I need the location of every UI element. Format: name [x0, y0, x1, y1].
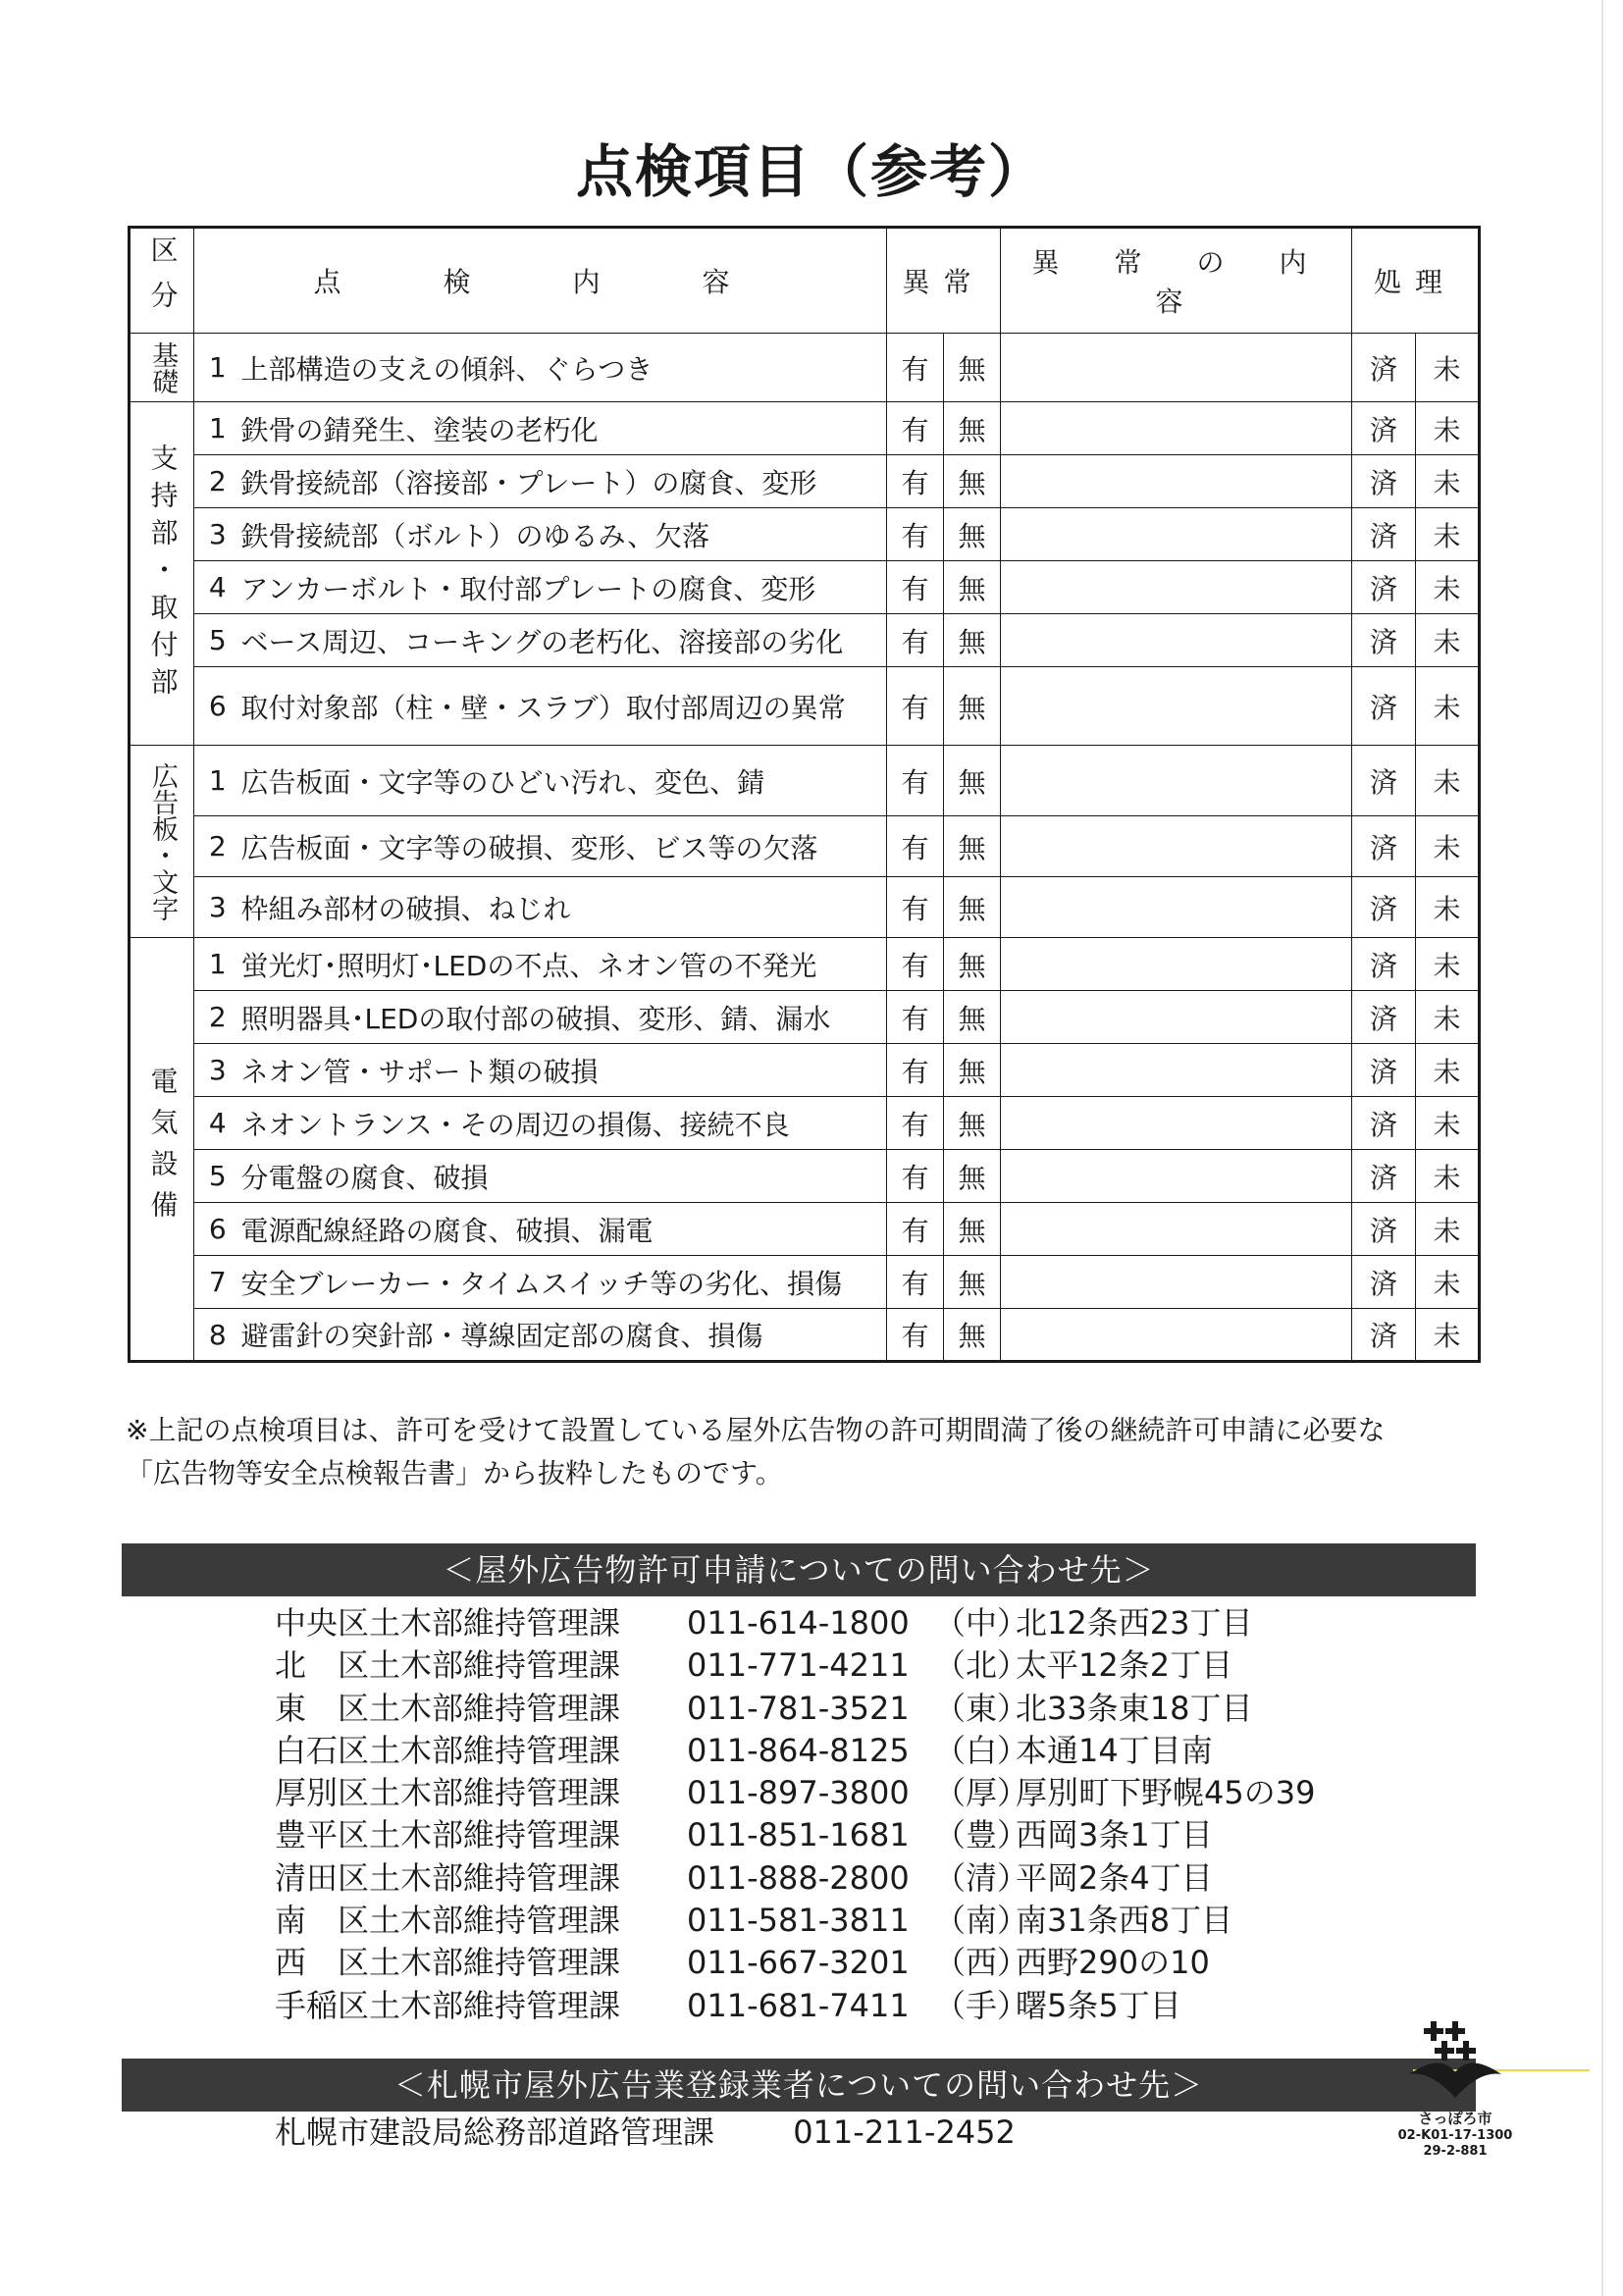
mark-yes: 有: [887, 938, 944, 991]
category-label: 支持部・取付部: [130, 402, 194, 746]
abnormal-detail-cell: [1001, 561, 1352, 614]
page-edge-line: [1601, 0, 1603, 2296]
road-dept-tel: 011-211-2452: [793, 2113, 1016, 2151]
item-text: ネオン管・サポート類の破損: [241, 1044, 887, 1097]
item-text: 照明器具･LEDの取付部の破損、変形、錆、漏水: [241, 991, 887, 1044]
process-undone: 未: [1416, 455, 1480, 508]
item-number: 7: [194, 1256, 241, 1309]
page-title: 点検項目（参考）: [575, 138, 1047, 205]
table-row: [130, 746, 1480, 816]
logo-number: 29-2-881: [1423, 2144, 1488, 2159]
process-undone: 未: [1416, 1097, 1480, 1150]
contact-row: [275, 1730, 1354, 1772]
contact-tel: 011-771-4211: [687, 1646, 910, 1685]
contact-ward-abbr: （東）: [934, 1689, 1029, 1727]
header-category: 区分: [130, 228, 194, 334]
contact-dept-name: 南 区土木部維持管理課: [275, 1902, 621, 1940]
sapporo-emblem-icon: [1401, 2013, 1509, 2104]
contact-dept-name: 清田区土木部維持管理課: [275, 1858, 621, 1897]
item-text: 鉄骨接続部（溶接部・プレート）の腐食、変形: [241, 455, 887, 508]
contact-dept-name: 白石区土木部維持管理課: [275, 1731, 621, 1769]
mark-no: 無: [944, 614, 1001, 667]
table-header-row: [130, 228, 1480, 334]
table-row: [130, 991, 1480, 1044]
inspection-table: [128, 226, 1481, 1363]
contact-address: 南31条西8丁目: [1016, 1902, 1233, 1940]
contact-dept-name: 厚別区土木部維持管理課: [275, 1774, 621, 1812]
inquiry-registered-header: ＜札幌市屋外広告業登録業者についての問い合わせ先＞: [122, 2059, 1476, 2112]
logo-name: さっぽろ市: [1418, 2110, 1492, 2127]
table-row: [130, 938, 1480, 991]
process-undone: 未: [1416, 816, 1480, 877]
contact-row: [275, 1772, 1354, 1814]
mark-yes: 有: [887, 991, 944, 1044]
abnormal-detail-cell: [1001, 1097, 1352, 1150]
process-done: 済: [1352, 1309, 1416, 1362]
table-row: [130, 1097, 1480, 1150]
item-number: 5: [194, 1150, 241, 1203]
item-text: 避雷針の突針部・導線固定部の腐食、損傷: [241, 1309, 887, 1362]
item-text: 鉄骨の錆発生、塗装の老朽化: [241, 402, 887, 455]
table-row: [130, 1203, 1480, 1256]
mark-no: 無: [944, 1309, 1001, 1362]
contact-ward-abbr: （手）: [934, 1986, 1029, 2024]
item-number: 1: [194, 334, 241, 402]
item-number: 6: [194, 667, 241, 746]
item-number: 2: [194, 816, 241, 877]
item-text: 分電盤の腐食、破損: [241, 1150, 887, 1203]
table-row: [130, 561, 1480, 614]
mark-no: 無: [944, 334, 1001, 402]
item-text: 広告板面・文字等の破損、変形、ビス等の欠落: [241, 816, 887, 877]
item-number: 3: [194, 508, 241, 561]
abnormal-detail-cell: [1001, 614, 1352, 667]
mark-no: 無: [944, 1044, 1001, 1097]
item-number: 1: [194, 938, 241, 991]
table-row: [130, 877, 1480, 938]
mark-no: 無: [944, 402, 1001, 455]
contact-row: [275, 1942, 1354, 1984]
process-undone: 未: [1416, 614, 1480, 667]
contact-address: 西野290の10: [1016, 1944, 1210, 1982]
contact-address: 北33条東18丁目: [1016, 1689, 1253, 1727]
contact-row: [275, 1900, 1354, 1942]
abnormal-detail-cell: [1001, 455, 1352, 508]
process-done: 済: [1352, 1150, 1416, 1203]
mark-yes: 有: [887, 877, 944, 938]
item-number: 5: [194, 614, 241, 667]
road-management-contact: [275, 2108, 1016, 2153]
category-label: 広告板・文字: [130, 746, 194, 938]
item-text: 取付対象部（柱・壁・スラブ）取付部周辺の異常: [241, 667, 887, 746]
contact-ward-abbr: （南）: [934, 1902, 1029, 1940]
abnormal-detail-cell: [1001, 1309, 1352, 1362]
contact-tel: 011-581-3811: [687, 1902, 910, 1940]
mark-yes: 有: [887, 455, 944, 508]
item-text: 上部構造の支えの傾斜、ぐらつき: [241, 334, 887, 402]
mark-yes: 有: [887, 1256, 944, 1309]
contact-ward-abbr: （清）: [934, 1858, 1029, 1897]
contact-tel: 011-667-3201: [687, 1944, 910, 1982]
process-done: 済: [1352, 991, 1416, 1044]
item-text: 電源配線経路の腐食、破損、漏電: [241, 1203, 887, 1256]
contact-ward-abbr: （北）: [934, 1646, 1029, 1685]
contact-dept-name: 北 区土木部維持管理課: [275, 1646, 621, 1685]
logo-code: 02-K01-17-1300: [1397, 2128, 1513, 2143]
contact-row: [275, 1814, 1354, 1856]
mark-yes: 有: [887, 816, 944, 877]
header-abnormal: 異常: [887, 228, 1001, 334]
abnormal-detail-cell: [1001, 991, 1352, 1044]
category-label: 基礎: [130, 334, 194, 402]
contact-tel: 011-897-3800: [687, 1774, 910, 1812]
process-done: 済: [1352, 1203, 1416, 1256]
process-undone: 未: [1416, 746, 1480, 816]
mark-no: 無: [944, 1150, 1001, 1203]
contact-dept-name: 豊平区土木部維持管理課: [275, 1816, 621, 1854]
process-undone: 未: [1416, 938, 1480, 991]
header-process: 処理: [1352, 228, 1480, 334]
contact-tel: 011-681-7411: [687, 1986, 910, 2024]
item-number: 3: [194, 1044, 241, 1097]
mark-yes: 有: [887, 667, 944, 746]
process-done: 済: [1352, 746, 1416, 816]
mark-no: 無: [944, 561, 1001, 614]
contact-row: [275, 1688, 1354, 1730]
item-number: 8: [194, 1309, 241, 1362]
contact-ward-abbr: （白）: [934, 1731, 1029, 1769]
contact-ward-abbr: （西）: [934, 1944, 1029, 1982]
mark-yes: 有: [887, 1044, 944, 1097]
process-undone: 未: [1416, 334, 1480, 402]
contact-address: 厚別町下野幌45の39: [1016, 1774, 1316, 1812]
item-number: 1: [194, 746, 241, 816]
table-row: [130, 1150, 1480, 1203]
mark-yes: 有: [887, 508, 944, 561]
process-undone: 未: [1416, 1150, 1480, 1203]
item-text: ベース周辺、コーキングの老朽化、溶接部の劣化: [241, 614, 887, 667]
contact-address: 本通14丁目南: [1016, 1731, 1213, 1769]
process-undone: 未: [1416, 561, 1480, 614]
contact-ward-abbr: （豊）: [934, 1816, 1029, 1854]
mark-no: 無: [944, 667, 1001, 746]
inquiry-permit-header: ＜屋外広告物許可申請についての問い合わせ先＞: [122, 1543, 1476, 1596]
table-row: [130, 334, 1480, 402]
contact-row: [275, 1644, 1354, 1687]
mark-no: 無: [944, 746, 1001, 816]
mark-yes: 有: [887, 746, 944, 816]
mark-yes: 有: [887, 402, 944, 455]
process-done: 済: [1352, 561, 1416, 614]
process-done: 済: [1352, 1256, 1416, 1309]
item-text: ネオントランス・その周辺の損傷、接続不良: [241, 1097, 887, 1150]
contact-row: [275, 1857, 1354, 1900]
abnormal-detail-cell: [1001, 938, 1352, 991]
mark-no: 無: [944, 991, 1001, 1044]
table-row: [130, 402, 1480, 455]
mark-yes: 有: [887, 1097, 944, 1150]
table-row: [130, 1044, 1480, 1097]
process-undone: 未: [1416, 508, 1480, 561]
mark-yes: 有: [887, 334, 944, 402]
table-row: [130, 455, 1480, 508]
contact-tel: 011-614-1800: [687, 1604, 910, 1642]
process-done: 済: [1352, 877, 1416, 938]
process-done: 済: [1352, 1044, 1416, 1097]
item-text: 鉄骨接続部（ボルト）のゆるみ、欠落: [241, 508, 887, 561]
process-undone: 未: [1416, 991, 1480, 1044]
abnormal-detail-cell: [1001, 402, 1352, 455]
abnormal-detail-cell: [1001, 1044, 1352, 1097]
footnote-line-2: 「広告物等安全点検報告書」から抜粋したものです。: [126, 1457, 783, 1489]
contact-dept-name: 中央区土木部維持管理課: [275, 1604, 621, 1642]
process-undone: 未: [1416, 1044, 1480, 1097]
header-abnormal-detail: 異 常 の 内 容: [1001, 228, 1352, 334]
abnormal-detail-cell: [1001, 667, 1352, 746]
inspection-table-body: [130, 228, 1480, 1362]
mark-no: 無: [944, 455, 1001, 508]
footnote-line-1: ※上記の点検項目は、許可を受けて設置している屋外広告物の許可期間満了後の継続許可申請に必要な: [126, 1414, 1386, 1446]
mark-yes: 有: [887, 561, 944, 614]
item-number: 3: [194, 877, 241, 938]
mark-no: 無: [944, 938, 1001, 991]
contact-tel: 011-888-2800: [687, 1858, 910, 1897]
item-text: アンカーボルト・取付部プレートの腐食、変形: [241, 561, 887, 614]
contact-address: 西岡3条1丁目: [1016, 1816, 1213, 1854]
contact-dept-name: 西 区土木部維持管理課: [275, 1944, 621, 1982]
mark-yes: 有: [887, 1150, 944, 1203]
abnormal-detail-cell: [1001, 1256, 1352, 1309]
process-done: 済: [1352, 1097, 1416, 1150]
process-done: 済: [1352, 614, 1416, 667]
process-undone: 未: [1416, 1203, 1480, 1256]
header-content: 点 検 内 容: [194, 228, 887, 334]
item-number: 1: [194, 402, 241, 455]
process-done: 済: [1352, 402, 1416, 455]
process-undone: 未: [1416, 402, 1480, 455]
table-row: [130, 614, 1480, 667]
item-text: 安全ブレーカー・タイムスイッチ等の劣化、損傷: [241, 1256, 887, 1309]
item-number: 2: [194, 991, 241, 1044]
contact-list: [275, 1602, 1354, 2027]
contact-ward-abbr: （厚）: [934, 1774, 1029, 1812]
process-done: 済: [1352, 455, 1416, 508]
table-row: [130, 508, 1480, 561]
contact-address: 曙5条5丁目: [1016, 1986, 1181, 2024]
table-row: [130, 816, 1480, 877]
contact-tel: 011-864-8125: [687, 1731, 910, 1769]
contact-tel: 011-851-1681: [687, 1816, 910, 1854]
abnormal-detail-cell: [1001, 508, 1352, 561]
mark-yes: 有: [887, 614, 944, 667]
process-undone: 未: [1416, 1309, 1480, 1362]
category-label: 電気設備: [130, 938, 194, 1362]
abnormal-detail-cell: [1001, 816, 1352, 877]
item-number: 4: [194, 1097, 241, 1150]
abnormal-detail-cell: [1001, 877, 1352, 938]
item-text: 広告板面・文字等のひどい汚れ、変色、錆: [241, 746, 887, 816]
abnormal-detail-cell: [1001, 1150, 1352, 1203]
mark-no: 無: [944, 816, 1001, 877]
mark-no: 無: [944, 1203, 1001, 1256]
abnormal-detail-cell: [1001, 1203, 1352, 1256]
item-number: 2: [194, 455, 241, 508]
contact-row: [275, 1985, 1354, 2027]
mark-no: 無: [944, 1256, 1001, 1309]
table-row: [130, 1256, 1480, 1309]
process-done: 済: [1352, 816, 1416, 877]
contact-address: 北12条西23丁目: [1016, 1604, 1253, 1642]
contact-dept-name: 東 区土木部維持管理課: [275, 1689, 621, 1727]
item-number: 6: [194, 1203, 241, 1256]
contact-address: 平岡2条4丁目: [1016, 1858, 1213, 1897]
mark-no: 無: [944, 1097, 1001, 1150]
process-done: 済: [1352, 334, 1416, 402]
item-number: 4: [194, 561, 241, 614]
contact-row: [275, 1602, 1354, 1644]
contact-dept-name: 手稲区土木部維持管理課: [275, 1986, 621, 2024]
abnormal-detail-cell: [1001, 334, 1352, 402]
mark-yes: 有: [887, 1309, 944, 1362]
table-row: [130, 667, 1480, 746]
sapporo-logo: [1382, 2013, 1529, 2160]
process-undone: 未: [1416, 667, 1480, 746]
process-undone: 未: [1416, 1256, 1480, 1309]
mark-no: 無: [944, 508, 1001, 561]
abnormal-detail-cell: [1001, 746, 1352, 816]
process-done: 済: [1352, 938, 1416, 991]
contact-address: 太平12条2丁目: [1016, 1646, 1233, 1685]
item-text: 蛍光灯･照明灯･LEDの不点、ネオン管の不発光: [241, 938, 887, 991]
table-footnote: [126, 1409, 1499, 1495]
contact-tel: 011-781-3521: [687, 1689, 910, 1727]
road-dept-name: 札幌市建設局総務部道路管理課: [275, 2113, 715, 2151]
mark-yes: 有: [887, 1203, 944, 1256]
item-text: 枠組み部材の破損、ねじれ: [241, 877, 887, 938]
process-done: 済: [1352, 667, 1416, 746]
process-done: 済: [1352, 508, 1416, 561]
mark-no: 無: [944, 877, 1001, 938]
contact-ward-abbr: （中）: [934, 1604, 1029, 1642]
process-undone: 未: [1416, 877, 1480, 938]
table-row: [130, 1309, 1480, 1362]
